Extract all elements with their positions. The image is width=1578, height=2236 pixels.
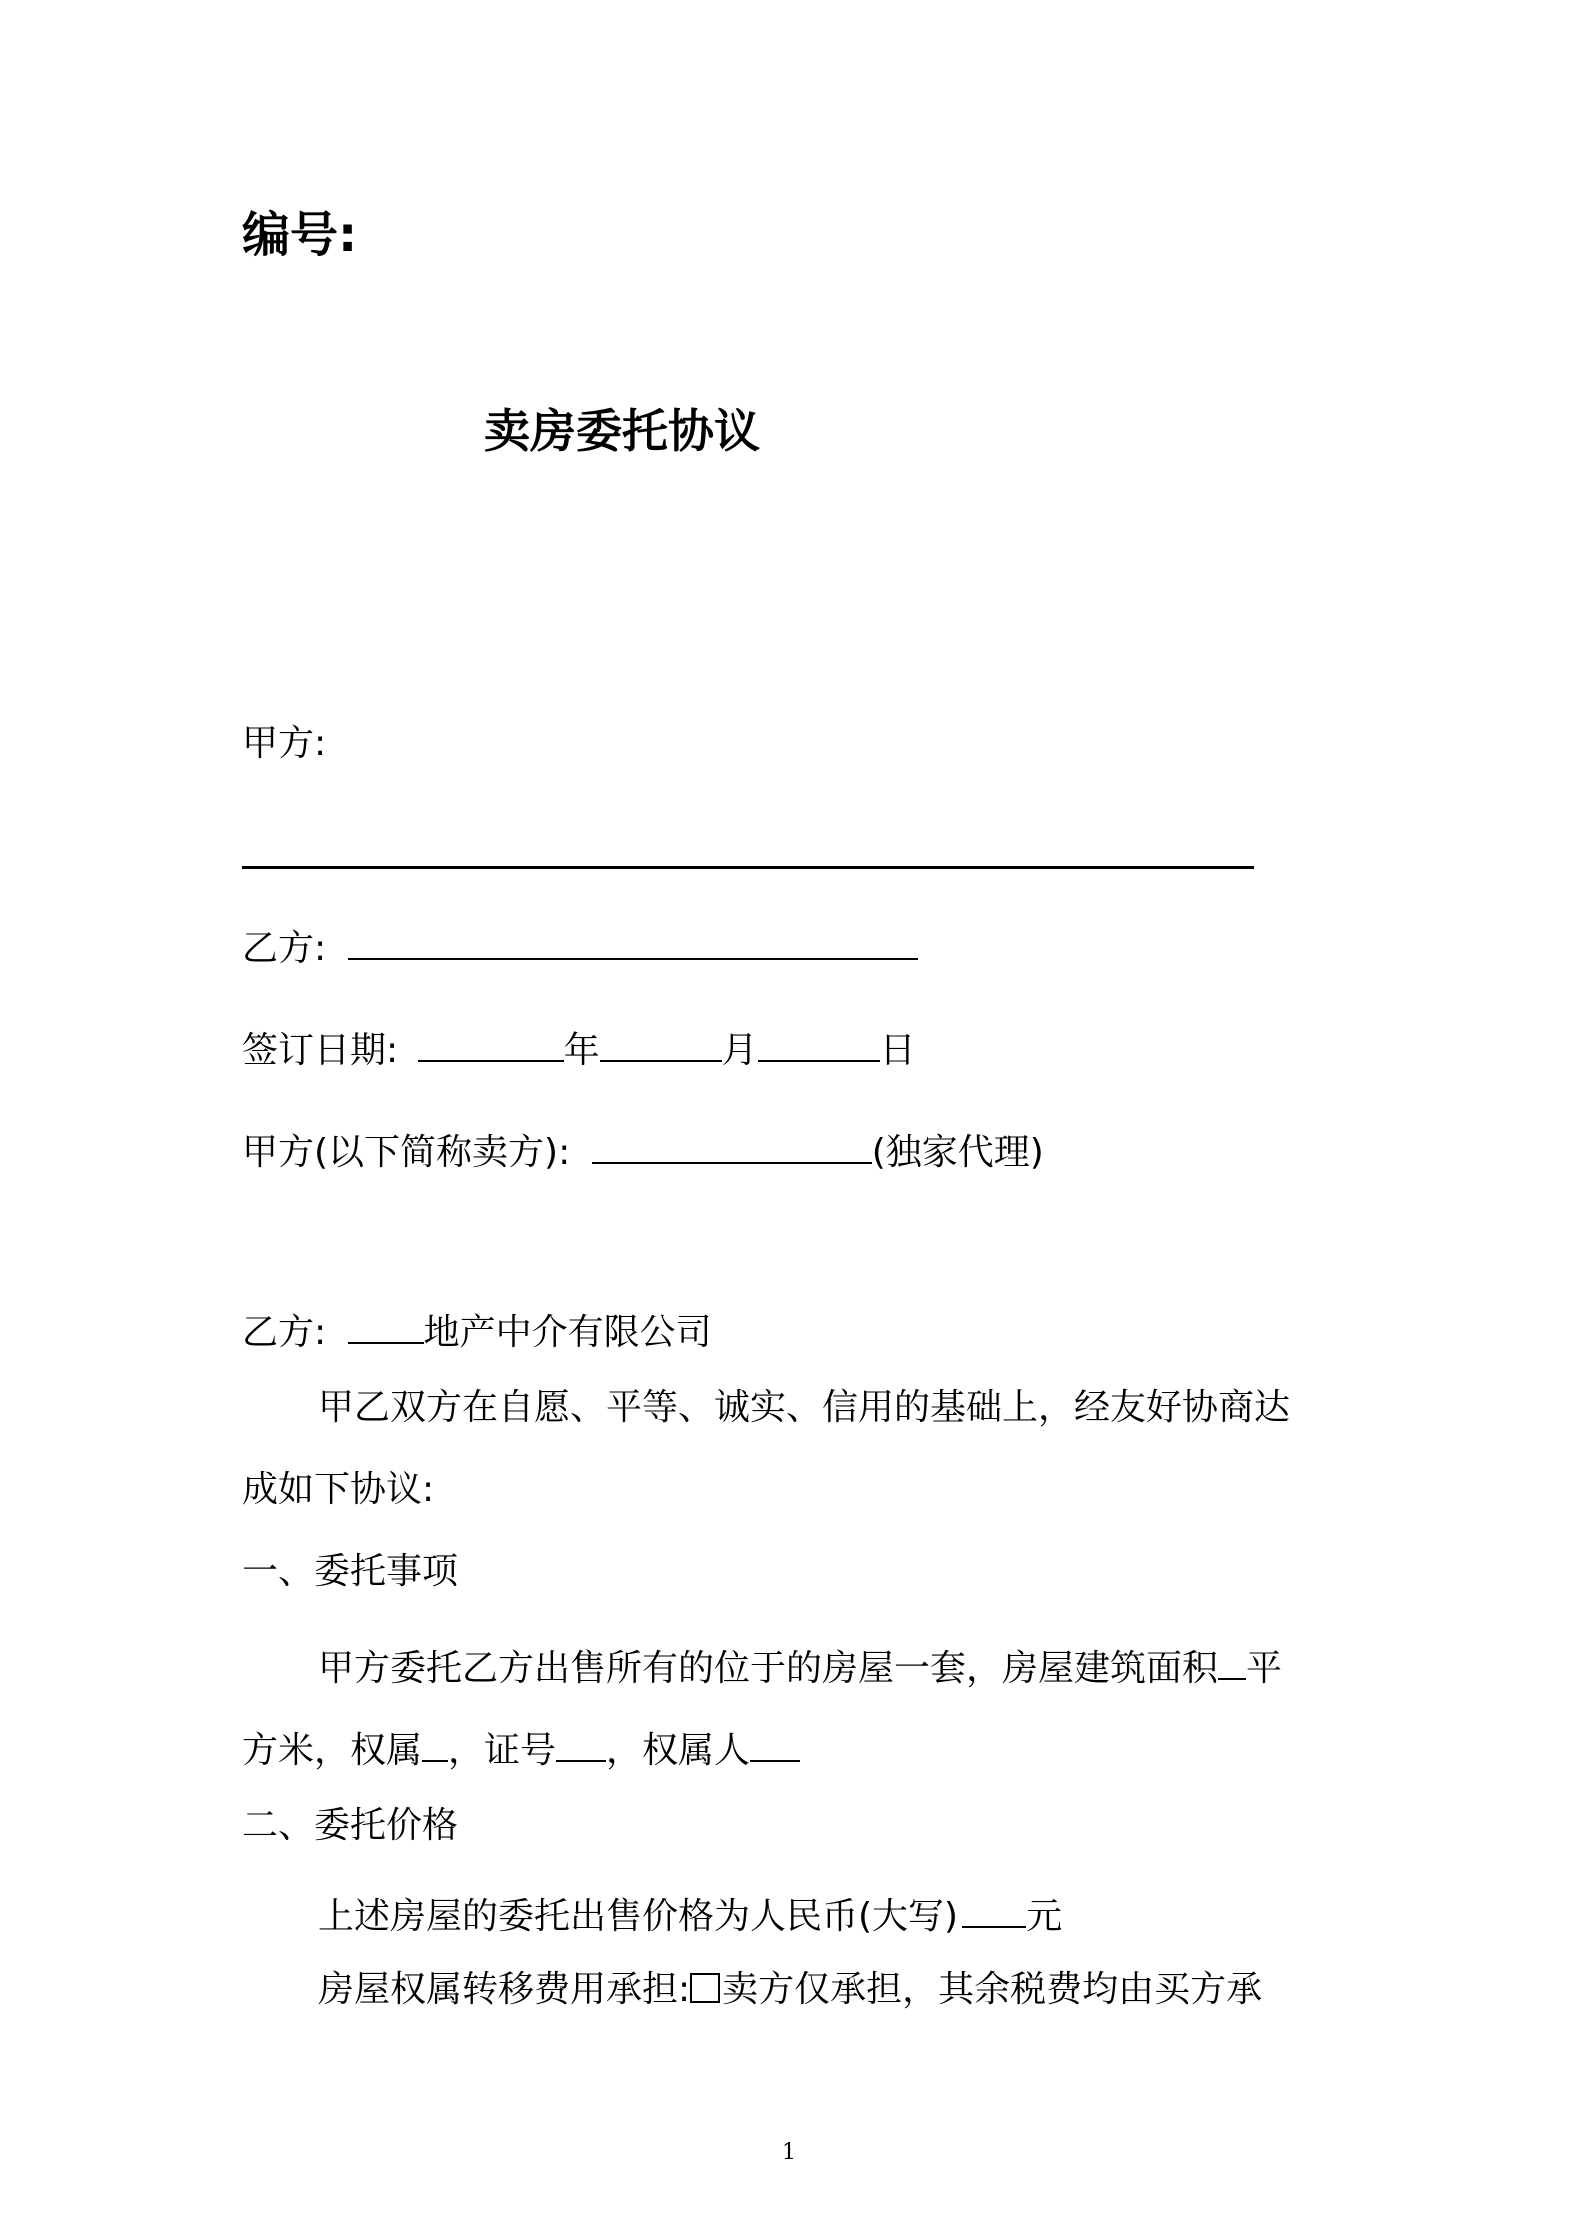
section-1-heading: 一、委托事项 bbox=[242, 1551, 459, 1592]
price-line bbox=[318, 1890, 1062, 1939]
seller-label: 甲方(以下简称卖方): bbox=[242, 1132, 571, 1173]
day-blank bbox=[758, 1024, 880, 1062]
price-unit: 元 bbox=[1026, 1896, 1063, 1937]
section-1-text-e: ，权属人 bbox=[606, 1730, 751, 1771]
sign-date-line bbox=[242, 1024, 916, 1073]
fee-label: 房屋权属转移费用承担: bbox=[318, 1969, 691, 2010]
exclusive-agent-note: (独家代理) bbox=[871, 1132, 1044, 1173]
party-a-label: 甲方: bbox=[242, 723, 327, 764]
seller-pays-checkbox[interactable] bbox=[690, 1973, 720, 2003]
party-b-blank bbox=[348, 922, 918, 960]
month-blank bbox=[600, 1024, 722, 1062]
section-1-line-1 bbox=[318, 1642, 1282, 1691]
document-title: 卖房委托协议 bbox=[484, 404, 760, 458]
year-blank bbox=[418, 1024, 564, 1062]
party-a-blank bbox=[242, 866, 1254, 869]
sign-date-label: 签订日期: bbox=[242, 1030, 399, 1071]
area-blank bbox=[1218, 1642, 1246, 1680]
agent-company-blank bbox=[348, 1306, 424, 1344]
price-text: 上述房屋的委托出售价格为人民币(大写) bbox=[318, 1896, 959, 1937]
contract-number-label: 编号: bbox=[242, 207, 358, 263]
agent-company-suffix: 地产中介有限公司 bbox=[423, 1312, 712, 1353]
month-label: 月 bbox=[721, 1030, 758, 1071]
agent-company-line bbox=[242, 1306, 712, 1355]
section-2-heading: 二、委托价格 bbox=[242, 1805, 459, 1846]
section-1-text-d: ，证号 bbox=[448, 1730, 557, 1771]
seller-name-blank bbox=[592, 1126, 872, 1164]
party-b-label: 乙方: bbox=[242, 928, 327, 969]
year-label: 年 bbox=[563, 1030, 600, 1071]
section-1-text-a: 甲方委托乙方出售所有的位于的房屋一套，房屋建筑面积 bbox=[318, 1648, 1219, 1689]
agent-company-label: 乙方: bbox=[242, 1312, 327, 1353]
fee-text: 卖方仅承担，其余税费均由买方承 bbox=[722, 1969, 1263, 2010]
section-1-line-2 bbox=[242, 1724, 800, 1773]
seller-line bbox=[242, 1126, 1044, 1175]
certificate-number-blank bbox=[556, 1724, 606, 1762]
preamble-line-1: 甲乙双方在自愿、平等、诚实、信用的基础上，经友好协商达 bbox=[318, 1387, 1291, 1428]
page-number: 1 bbox=[782, 2140, 796, 2165]
section-1-text-c: 方米，权属 bbox=[242, 1730, 423, 1771]
day-label: 日 bbox=[879, 1030, 916, 1071]
party-b-line bbox=[242, 922, 918, 971]
preamble-line-2: 成如下协议: bbox=[242, 1469, 435, 1510]
fee-line bbox=[318, 1968, 1262, 2012]
ownership-blank bbox=[422, 1724, 448, 1762]
section-1-text-b: 平 bbox=[1246, 1648, 1283, 1689]
party-a-line bbox=[242, 722, 326, 766]
owner-blank bbox=[750, 1724, 800, 1762]
price-blank bbox=[962, 1890, 1026, 1928]
